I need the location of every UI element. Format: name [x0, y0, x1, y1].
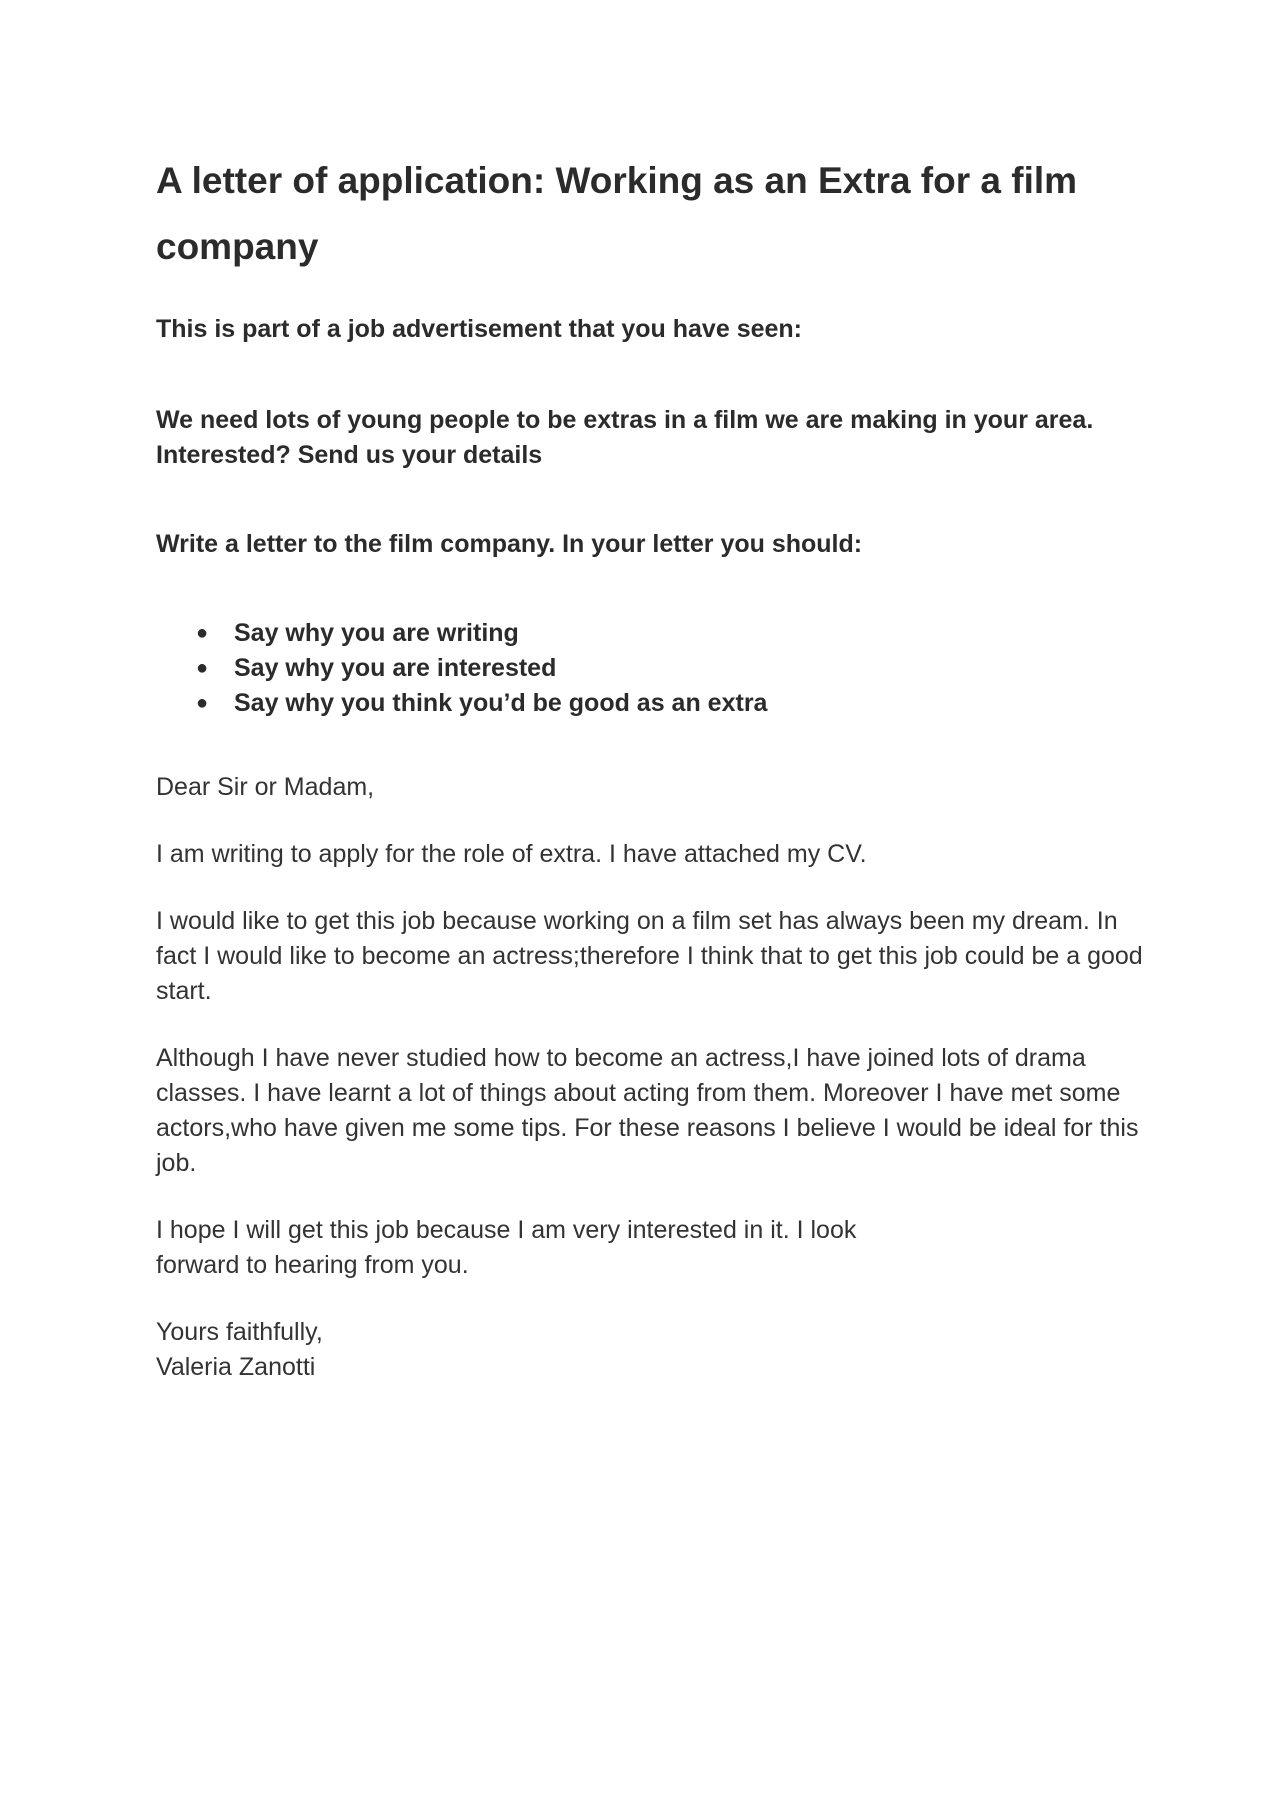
task-item-good-extra [156, 686, 1146, 721]
bullet-icon: ● [196, 657, 209, 679]
task-label: Say why you think you’d be good as an extra [234, 689, 768, 717]
document-content [156, 148, 1146, 1385]
advertisement-line-2: Interested? Send us your details [156, 441, 543, 469]
letter-paragraph-4-line-1: I hope I will get this job because I am very interested in it. I look [156, 1216, 857, 1244]
letter-body [156, 770, 1146, 1385]
letter-paragraph-1: I am writing to apply for the role of extra. I have attached my CV. [156, 840, 867, 868]
letter-paragraph-2: I would like to get this job because working on a film set has always been my dream. In fact I would like to become an actress;therefore I think that to get this job could be a good start. [156, 907, 1143, 1005]
letter-signoff [156, 1315, 1146, 1385]
letter-greeting: Dear Sir or Madam, [156, 773, 375, 801]
task-label: Say why you are writing [234, 619, 519, 647]
bullet-icon: ● [196, 622, 209, 644]
task-list [156, 616, 1146, 721]
page-title: A letter of application: Working as an Extra for a film company [156, 160, 1078, 267]
task-label: Say why you are interested [234, 654, 557, 682]
intro-text: This is part of a job advertisement that you have seen: [156, 315, 802, 343]
letter-paragraph-4-line-2: forward to hearing from you. [156, 1251, 469, 1279]
advertisement-line-1: We need lots of young people to be extras in a film we are making in your area. [156, 406, 1094, 434]
task-item-writing [156, 616, 1146, 651]
bullet-icon: ● [196, 692, 209, 714]
letter-closing: Yours faithfully, [156, 1318, 323, 1346]
instruction-text: Write a letter to the film company. In your letter you should: [156, 530, 863, 558]
advertisement-excerpt [156, 403, 1146, 473]
letter-paragraph-3: Although I have never studied how to become an actress,I have joined lots of drama classes. I have learnt a lot of things about acting from them. Moreover I have met some actors,who have given me some tips. For these reasons I believe I would be ideal for this job. [156, 1044, 1139, 1177]
letter-signature: Valeria Zanotti [156, 1353, 316, 1381]
task-item-interested [156, 651, 1146, 686]
letter-paragraph-4 [156, 1213, 1146, 1283]
